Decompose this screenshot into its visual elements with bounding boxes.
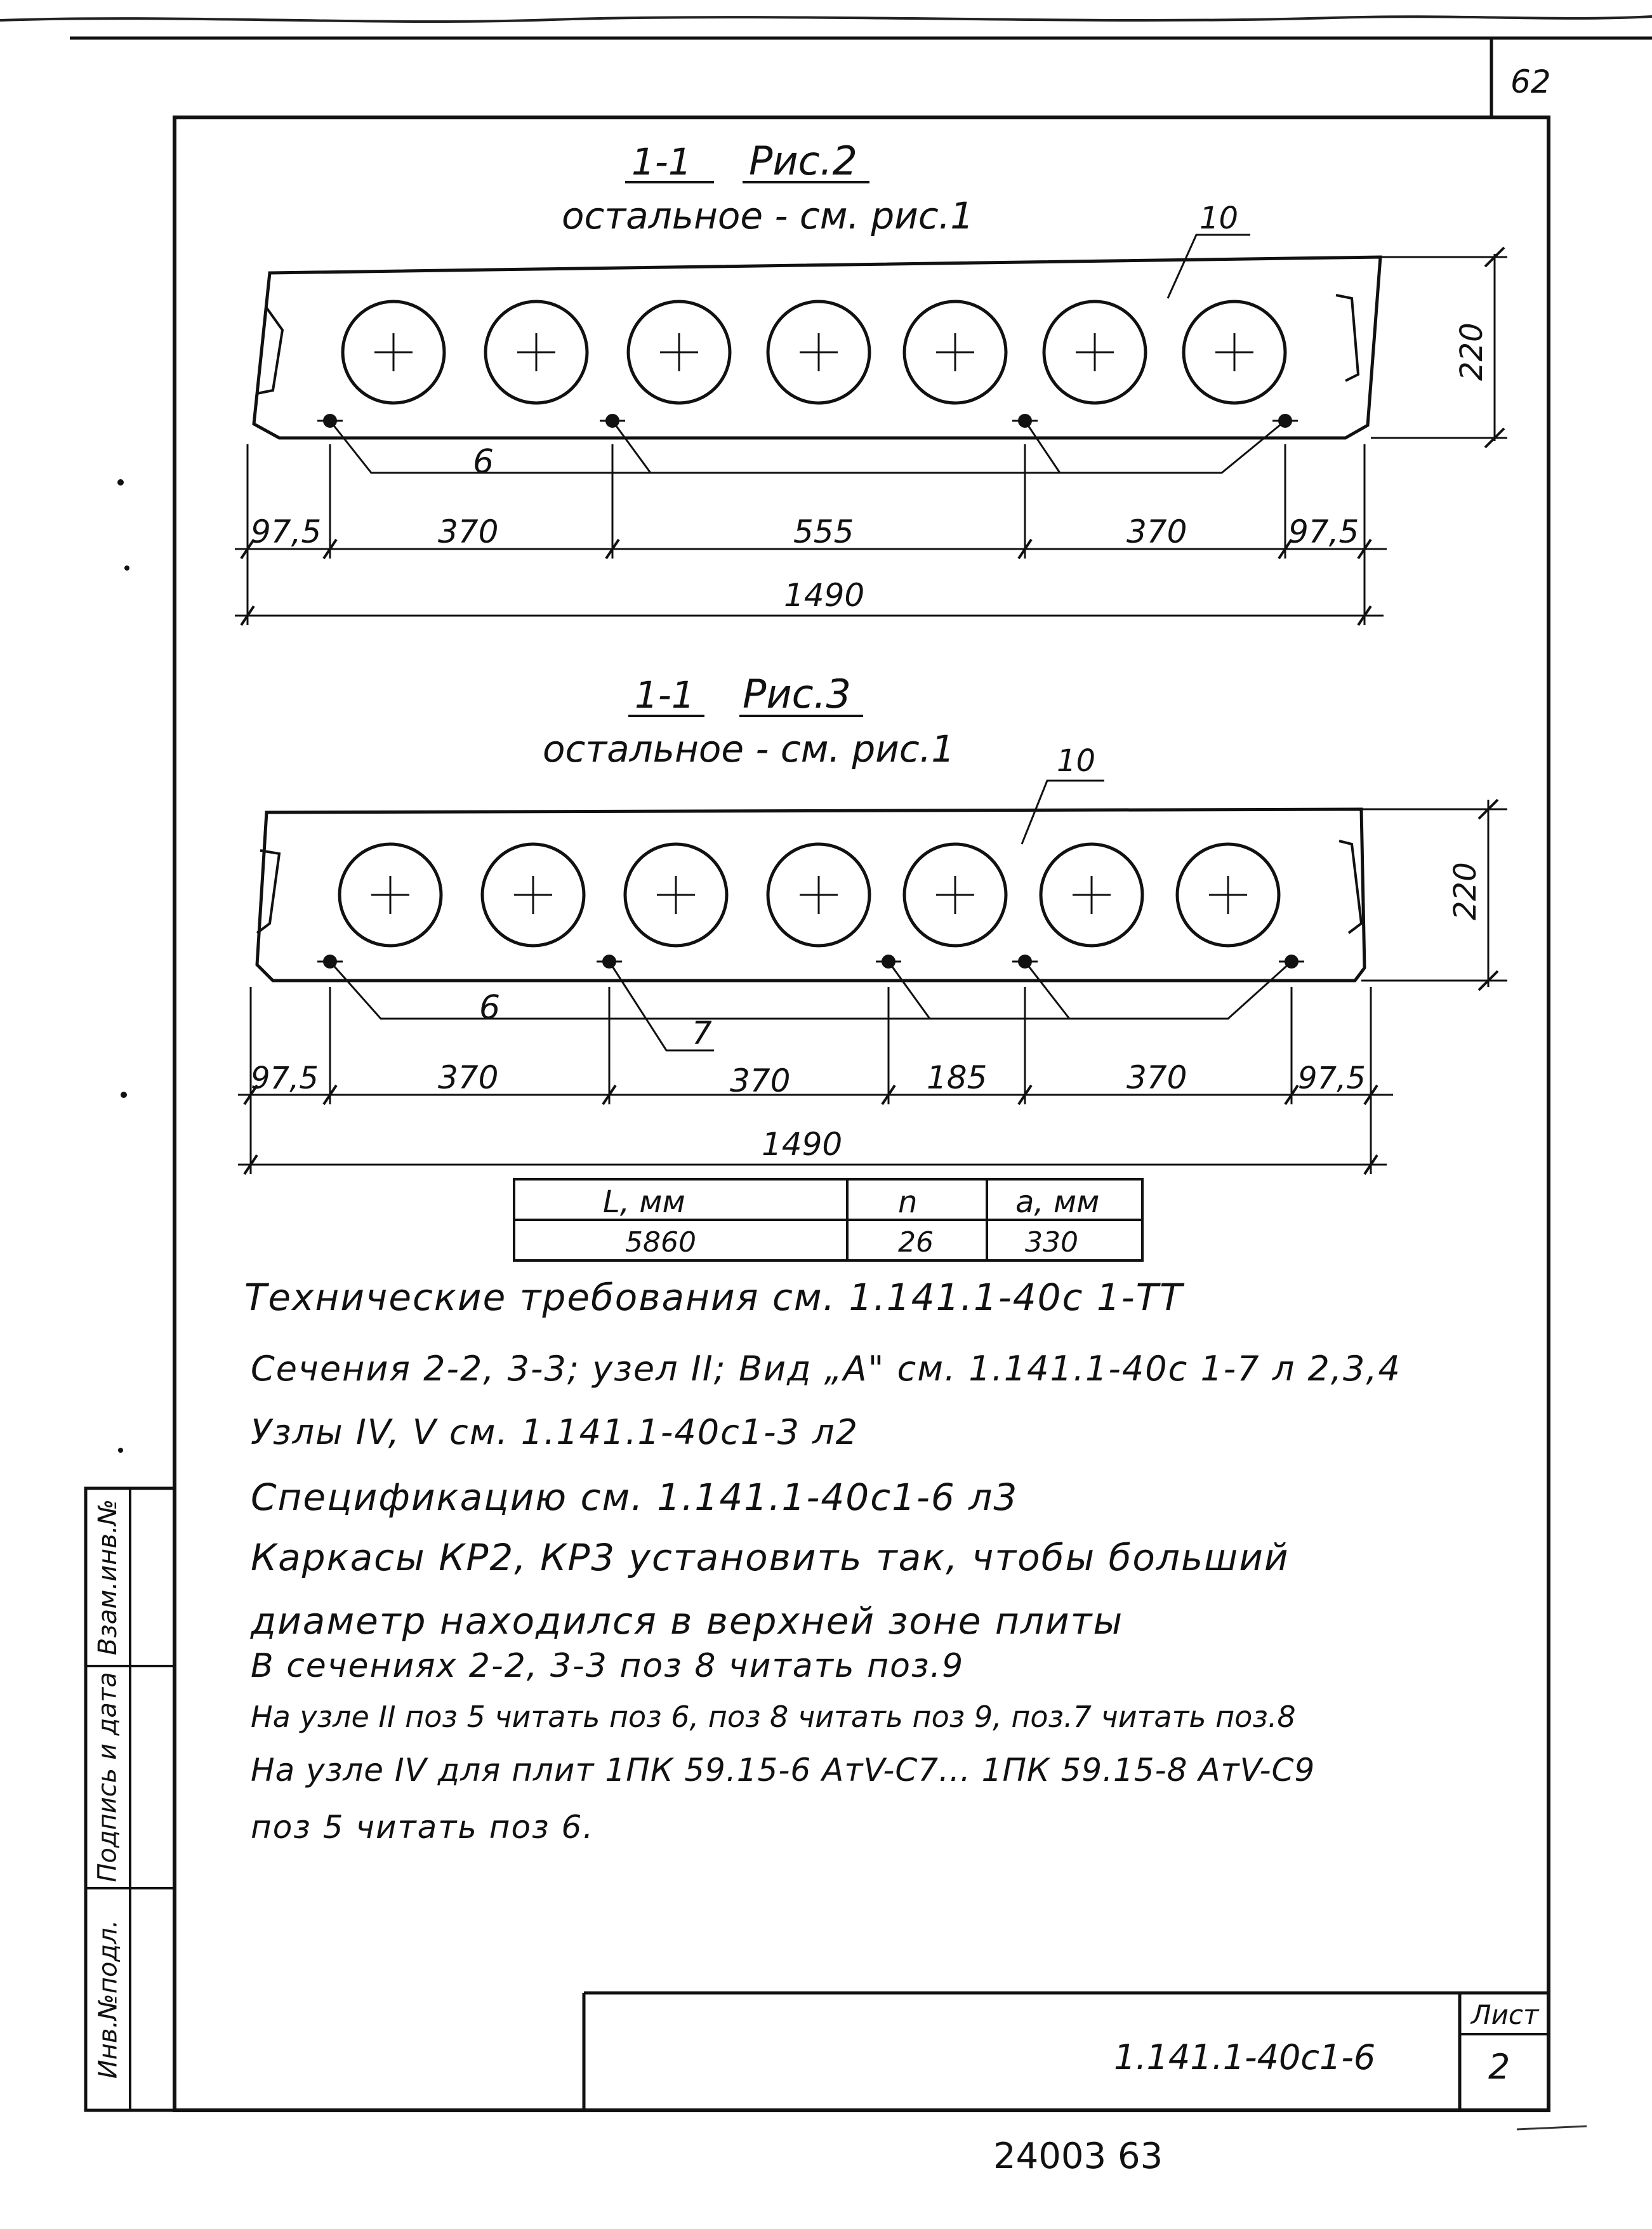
stamp-label: Подпись и дата [93,1672,123,1882]
document-code: 1.141.1-40с1-6 [1114,2037,1376,2077]
note-diameter: диаметр находился в верхней зоне плиты [251,1599,1124,1643]
fig3-dim: 370 [438,1059,499,1096]
fig3-dim: 185 [927,1059,988,1096]
fig3-callout-7: 7 [692,1015,712,1052]
note-technical-requirements: Технические требования см. 1.141.1-40с 1-ТТ [244,1276,1184,1319]
note-pos-5: поз 5 читать поз 6. [251,1809,595,1846]
stamp-label: Взам.инв.№ [93,1498,122,1656]
note-sections-read: В сечениях 2-2, 3-3 поз 8 читать поз.9 [251,1647,965,1685]
fig2-height-dim: 220 [1454,322,1490,381]
fig3-callout-10: 10 [1057,743,1096,779]
fig3-callout-6: 6 [479,989,501,1027]
fig3-title: Рис.3 [743,671,851,717]
fig3-dim: 370 [1127,1059,1187,1096]
note-specification: Спецификацию см. 1.141.1-40с1-6 л3 [251,1476,1019,1519]
sheet-value: 2 [1488,2047,1510,2087]
table-header-a: a, мм [1015,1184,1100,1220]
fig2-subtitle: остальное - см. рис.1 [562,194,974,237]
fig3-subtitle: остальное - см. рис.1 [543,727,955,771]
table-cell-a: 330 [1025,1226,1078,1259]
fig2-dim: 370 [1127,513,1187,550]
table-header-l: L, мм [603,1184,685,1220]
fig2-callout-6: 6 [473,443,494,481]
note-node-4: На узле IV для плит 1ПК 59.15-6 АтV-С7... 1ПК 59.15-8 АтV-С9 [251,1752,1316,1789]
fig2-dim: 555 [793,513,854,550]
fig2-title: Рис.2 [749,138,857,184]
fig2-dim: 97,5 [251,513,322,550]
sheet-label: Лист [1471,1999,1539,2030]
fig3-dim: 97,5 [1298,1061,1366,1096]
note-sections: Сечения 2-2, 3-3; узел II; Вид „А" см. 1.141.1-40с 1-7 л 2,3,4 [251,1349,1401,1389]
stamp-label: Инв.№подл. [93,1919,122,2079]
fig2-section-label: 1-1 [631,140,692,183]
table-header-n: n [898,1184,918,1220]
fig2-dim: 370 [438,513,499,550]
note-nodes: Узлы IV, V см. 1.141.1-40с1-3 л2 [251,1412,859,1452]
fig3-total: 1490 [762,1126,843,1163]
fig3-section-label: 1-1 [635,673,695,717]
fig2-callout-10: 10 [1199,201,1239,236]
fig3-height-dim: 220 [1448,862,1483,920]
table-cell-l: 5860 [625,1226,696,1259]
bottom-page-number: 24003 63 [993,2136,1163,2177]
note-frames: Каркасы КР2, КР3 установить так, чтобы больший [251,1536,1290,1579]
fig3-dim: 370 [730,1062,791,1099]
fig2-total: 1490 [784,577,865,614]
stamp-replacement-inventory [86,1488,130,1666]
stamp-signature-date [86,1666,130,1888]
note-node-2: На узле II поз 5 читать поз 6, поз 8 читать поз 9, поз.7 читать поз.8 [251,1700,1296,1734]
fig2-dim: 97,5 [1288,513,1359,550]
table-cell-n: 26 [898,1226,934,1259]
fig3-dim: 97,5 [251,1061,319,1096]
stamp-inventory-original [86,1888,130,2110]
page-number: 62 [1510,63,1551,100]
